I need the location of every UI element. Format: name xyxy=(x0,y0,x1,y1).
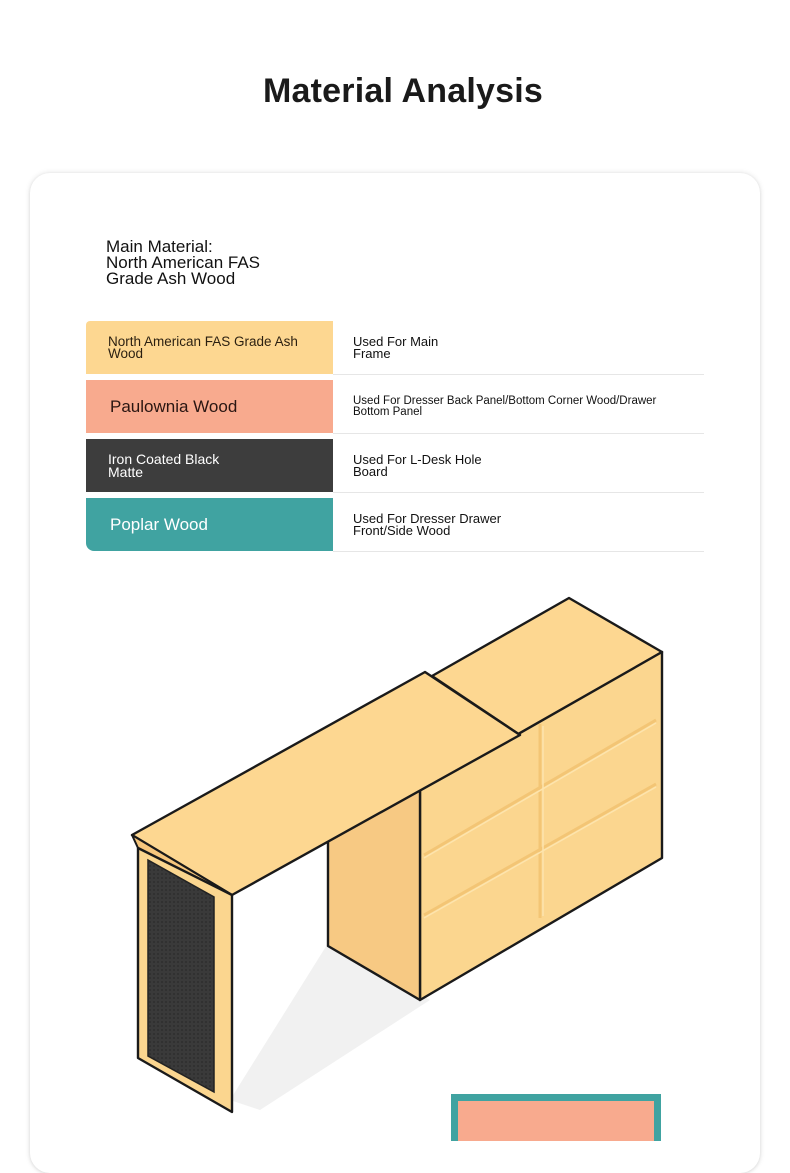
page-title: Material Analysis xyxy=(263,72,543,110)
main-material-label: Main Material: xyxy=(106,237,213,256)
material-row-poplar xyxy=(86,498,704,557)
mesh-board xyxy=(148,860,214,1092)
material-row-ash xyxy=(86,321,704,380)
material-name: Paulownia Wood xyxy=(110,396,238,416)
material-row-iron xyxy=(86,439,704,498)
desk-dresser-illustration xyxy=(0,560,790,1141)
row-divider xyxy=(333,374,704,375)
material-use: Used For L-Desk Hole Board xyxy=(353,451,482,479)
bottom-swatch-inner xyxy=(458,1101,654,1141)
material-name: North American FAS Grade Ash Wood xyxy=(108,333,298,361)
row-divider xyxy=(333,551,704,552)
material-use: Used For Dresser Back Panel/Bottom Corner Wood/Drawer Bottom Panel xyxy=(353,394,657,418)
row-divider xyxy=(333,433,704,434)
material-name: Poplar Wood xyxy=(110,514,208,534)
material-swatch-ash xyxy=(86,321,333,374)
material-swatch-iron xyxy=(86,439,333,492)
material-swatch-paulownia xyxy=(86,380,333,433)
material-use: Used For Dresser Drawer Front/Side Wood xyxy=(353,510,502,538)
main-material-line1: North American FAS xyxy=(106,253,261,272)
material-row-paulownia xyxy=(86,380,704,439)
main-material-line2: Grade Ash Wood xyxy=(106,269,236,288)
material-use: Used For Main Frame xyxy=(353,333,439,361)
material-table xyxy=(86,321,704,557)
material-swatch-poplar xyxy=(86,498,333,551)
main-material-heading xyxy=(106,239,336,287)
row-divider xyxy=(333,492,704,493)
material-name: Iron Coated Black Matte xyxy=(108,450,220,480)
